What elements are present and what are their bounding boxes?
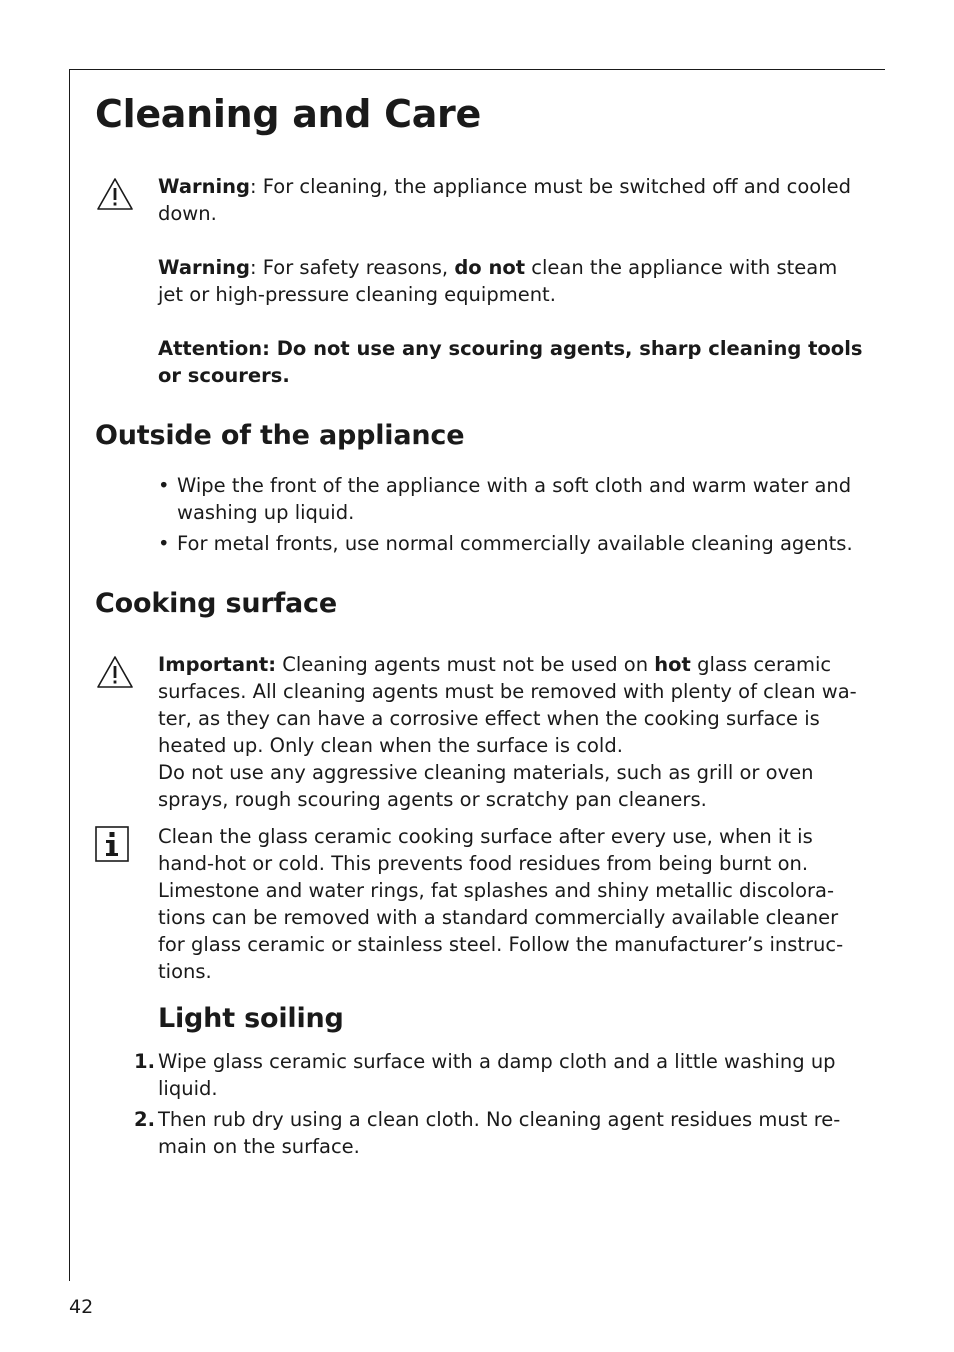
step-text: Wipe glass ceramic surface with a damp cloth and a little washing up liquid. (158, 1050, 836, 1100)
light-soiling-steps (130, 1048, 864, 1164)
list-item (130, 1048, 864, 1102)
important-label: Important: (158, 653, 277, 676)
step-text: Then rub dry using a clean cloth. No cleaning agent residues must re-main on the surface. (158, 1108, 841, 1158)
warning-paragraph-switch-off (158, 173, 864, 227)
important-text: glass ceramic surfaces. All cleaning agents must be removed with plenty of clean wa-ter, as they can have a corrosive effect when the cooking surface is heated up. Only clean when the surface is cold. (158, 653, 857, 757)
info-paragraph: Clean the glass ceramic cooking surface after every use, when it is hand-hot or cold. This prevents food residues from being burnt on. Limestone and water rings, fat splashes and shiny metallic discolora-tions can be removed with a standard commercially available cleaner for glass ceramic or stainless steel. Follow the manufacturer’s instruc-tions. (158, 825, 844, 983)
important-emphasis: hot (654, 653, 691, 676)
step-number: 1. (134, 1050, 155, 1073)
important-text: Do not use any aggressive cleaning materials, such as grill or oven sprays, rough scouring agents or scratchy pan cleaners. (158, 761, 814, 811)
outside-bullet-list (158, 472, 864, 561)
important-paragraph (158, 651, 864, 813)
list-item (158, 530, 864, 557)
bullet-symbol: • (158, 474, 170, 497)
page-frame-top-rule (69, 69, 885, 70)
list-item-text: For metal fronts, use normal commercially available cleaning agents. (177, 532, 853, 555)
section-heading-cooking-surface: Cooking surface (95, 588, 337, 619)
subsection-heading-light-soiling: Light soiling (158, 1003, 344, 1034)
list-item (130, 1106, 864, 1160)
warning-emphasis: do not (454, 256, 526, 279)
warning-text: : For safety reasons, (250, 256, 455, 279)
page-number: 42 (69, 1296, 94, 1318)
important-text: Cleaning agents must not be used on (276, 653, 655, 676)
bullet-symbol: • (158, 532, 170, 555)
list-item (158, 472, 864, 526)
list-item-text: Wipe the front of the appliance with a soft cloth and warm water and washing up liquid. (177, 474, 852, 524)
warning-paragraph-steam (158, 254, 864, 308)
warning-label: Warning (158, 256, 250, 279)
warning-triangle-icon (95, 176, 135, 212)
section-heading-outside: Outside of the appliance (95, 420, 465, 451)
warning-text: clean the appliance with steam jet or high-pressure cleaning equipment. (158, 256, 838, 306)
page-title: Cleaning and Care (95, 92, 481, 136)
step-number: 2. (134, 1108, 155, 1131)
attention-paragraph: Attention: Do not use any scouring agents, sharp cleaning tools or scourers. (158, 337, 863, 387)
page-frame-left-rule (69, 69, 70, 1281)
warning-text: : For cleaning, the appliance must be switched off and cooled down. (158, 175, 851, 225)
warning-label: Warning (158, 175, 250, 198)
warning-triangle-icon (95, 654, 135, 690)
info-i-icon (95, 826, 129, 862)
